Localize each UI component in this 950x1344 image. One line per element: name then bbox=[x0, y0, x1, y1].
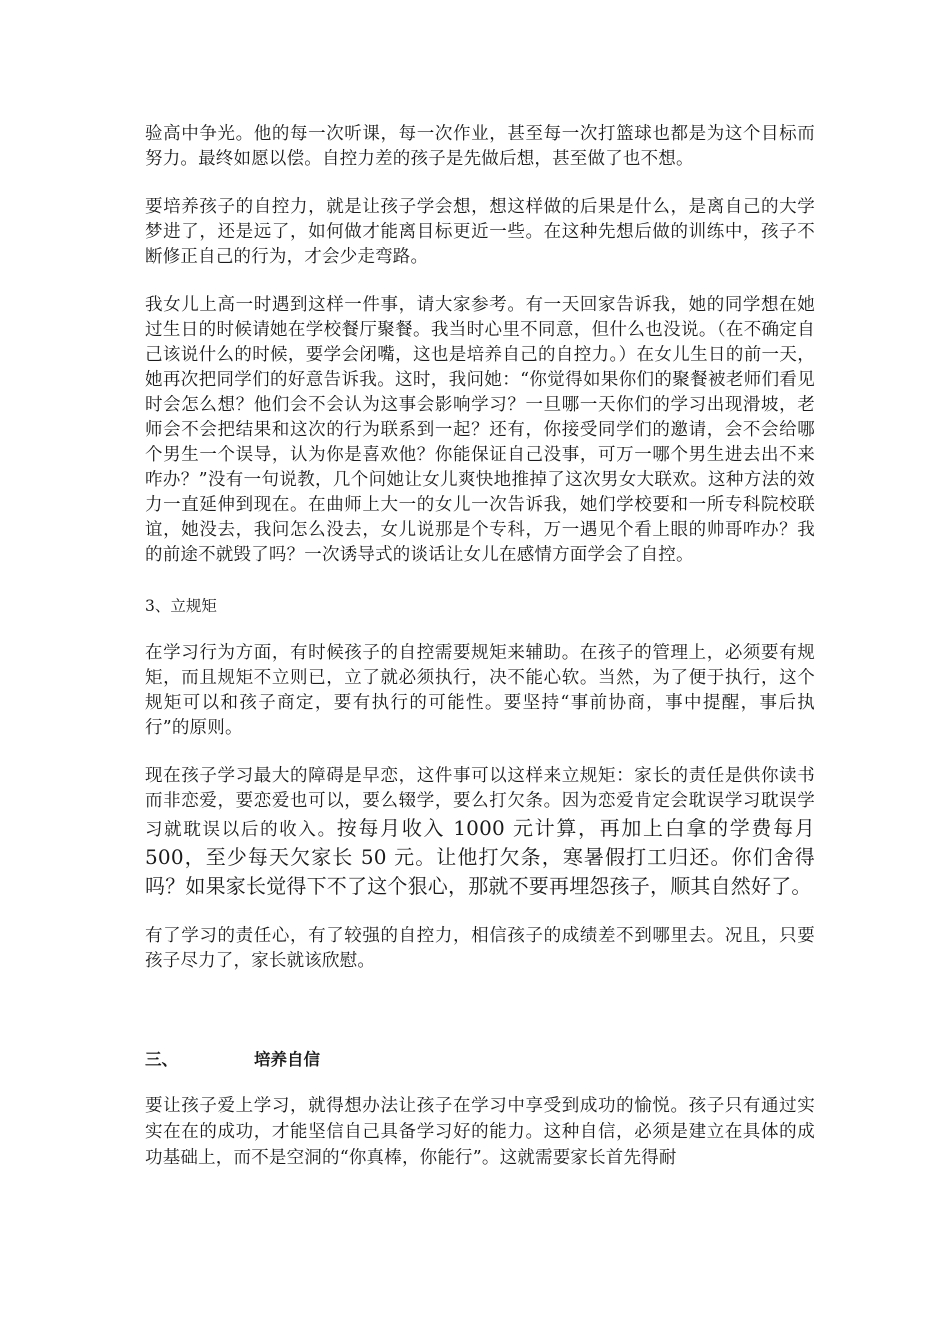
paragraph-4: 在学习行为方面，有时候孩子的自控需要规矩来辅助。在孩子的管理上，必须要有规矩，而且规矩不立则已，立了就必须执行，决不能心软。当然，为了便于执行，这个规矩可以和孩子商定，要有执行的可能性。要坚持“事前协商，事中提醒，事后执行”的原则。 bbox=[145, 643, 815, 738]
section-title: 培养自信 bbox=[254, 1050, 320, 1069]
section-number: 三、 bbox=[145, 1050, 178, 1069]
paragraph-6: 有了学习的责任心，有了较强的自控力，相信孩子的成绩差不到哪里去。况且，只要孩子尽力了，家长就该欣慰。 bbox=[145, 926, 815, 971]
paragraph-5 bbox=[145, 764, 815, 901]
paragraph-5-part-1: 现在孩子学习最大的障碍是早恋，这件事可以这样来立规矩：家长的责任是供你读书而非恋爱，要恋爱也可以，要么辍学，要么打欠条。因为恋爱肯定会耽误学习耽误学习就耽误以后的收入。 bbox=[145, 766, 815, 840]
paragraph-5-part-2: 按每月收入 1000 元计算，再加上白拿的学费每月 500，至少每天欠家长 50 元。让他打欠条，寒暑假打工归还。你们舍得吗？如果家长觉得下不了这个狠心，那就不要再埋怨孩子，顺其自然好了。 bbox=[145, 816, 815, 898]
subheading-rules: 3、立规矩 bbox=[145, 597, 217, 615]
paragraph-2: 要培养孩子的自控力，就是让孩子学会想，想这样做的后果是什么，是离自己的大学梦进了，还是远了，如何做才能离目标更近一些。在这种先想后做的训练中，孩子不断修正自己的行为，才会少走弯路。 bbox=[145, 197, 815, 267]
paragraph-7: 要让孩子爱上学习，就得想办法让孩子在学习中享受到成功的愉悦。孩子只有通过实实在在的成功，才能坚信自己具备学习好的能力。这种自信，必须是建立在具体的成功基础上，而不是空洞的“你真棒，你能行”。这就需要家长首先得耐 bbox=[145, 1096, 815, 1168]
section-heading bbox=[145, 1049, 815, 1071]
document-body bbox=[145, 122, 815, 1171]
paragraph-3: 我女儿上高一时遇到这样一件事，请大家参考。有一天回家告诉我，她的同学想在她过生日的时候请她在学校餐厅聚餐。我当时心里不同意，但什么也没说。（在不确定自己该说什么的时候，要学会闭嘴，这也是培养自己的自控力。）在女儿生日的前一天，她再次把同学们的好意告诉我。这时，我问她：“你觉得如果你们的聚餐被老师们看见时会怎么想？他们会不会认为这事会影响学习？一旦哪一天你们的学习出现滑坡，老师会不会把结果和这次的行为联系到一起？还有，你接受同学们的邀请，会不会给哪个男生一个误导，认为你是喜欢他？你能保证自己没事，可万一哪个男生进去出不来咋办？”没有一句说教，几个问她让女儿爽快地推掉了这次男女大联欢。这种方法的效力一直延伸到现在。在曲师上大一的女儿一次告诉我，她们学校要和一所专科院校联谊，她没去，我问怎么没去，女儿说那是个专科，万一遇见个看上眼的帅哥咋办？我的前途不就毁了吗？一次诱导式的谈话让女儿在感情方面学会了自控。 bbox=[145, 295, 815, 565]
paragraph-1: 验高中争光。他的每一次听课，每一次作业，甚至每一次打篮球也都是为这个目标而努力。最终如愿以偿。自控力差的孩子是先做后想，甚至做了也不想。 bbox=[145, 124, 815, 169]
